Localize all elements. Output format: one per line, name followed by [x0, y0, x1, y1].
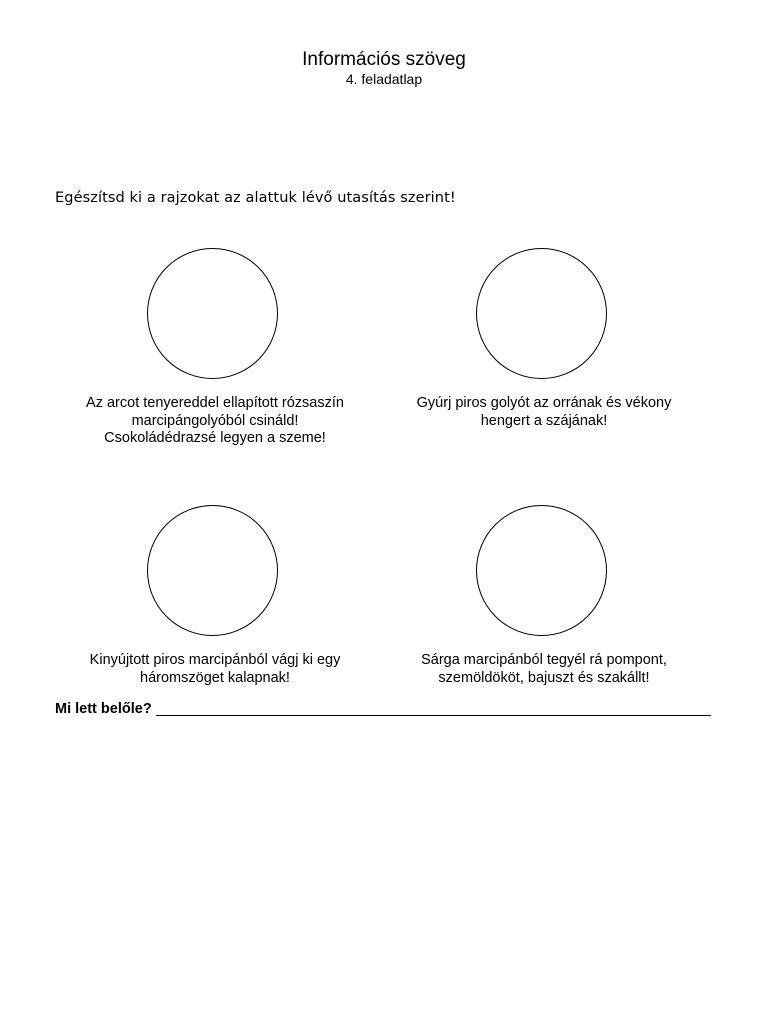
task-caption-3	[55, 652, 375, 687]
task-caption-line: szemöldököt, bajuszt és szakállt!	[438, 669, 650, 686]
task-caption-line: Sárga marcipánból tegyél rá pompont,	[421, 652, 667, 668]
task-caption-line: Az arcot tenyereddel ellapított rózsaszín	[86, 395, 344, 411]
drawing-circle-2	[476, 248, 607, 379]
task-caption-line: Kinyújtott piros marcipánból vágj ki egy	[89, 652, 341, 668]
task-caption-1	[55, 395, 375, 448]
task-caption-line: Gyúrj piros golyót az orrának és vékony	[416, 395, 672, 411]
drawing-circle-3	[147, 505, 278, 636]
task-caption-line: háromszöget kalapnak!	[140, 669, 290, 686]
task-caption-line: Csokoládédrazsé legyen a szeme!	[104, 430, 326, 446]
page-subtitle: 4. feladatlap	[345, 71, 423, 87]
page-title: Információs szöveg	[302, 49, 466, 70]
drawing-circle-4	[476, 505, 607, 636]
drawing-circle-1	[147, 248, 278, 379]
answer-row	[55, 700, 711, 718]
answer-blank-line[interactable]	[156, 701, 711, 716]
task-caption-line: hengert a szájának!	[480, 412, 608, 429]
task-caption-2	[384, 395, 704, 430]
instruction-text: Egészítsd ki a rajzokat az alattuk lévő utasítás szerint!	[55, 190, 456, 206]
answer-label: Mi lett belőle?	[55, 701, 152, 717]
task-caption-4	[384, 652, 704, 687]
task-caption-line: marcipángolyóból csináld!	[131, 412, 299, 429]
